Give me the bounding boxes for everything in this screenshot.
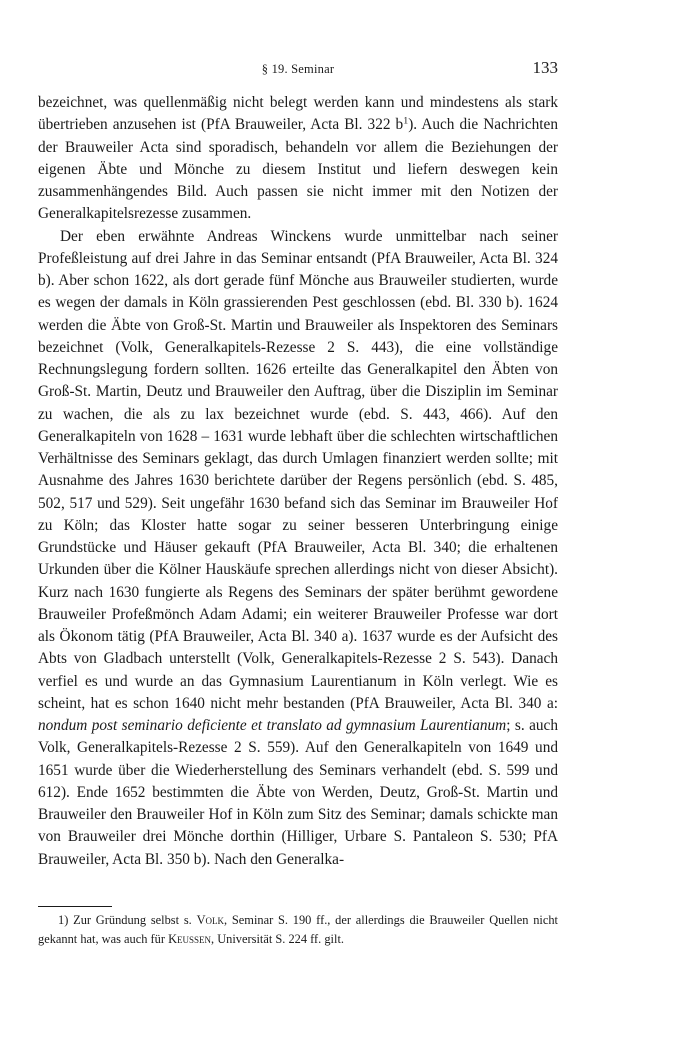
main-text <box>38 92 558 871</box>
author-name: Keussen <box>168 932 212 946</box>
footnote-reference: 1 <box>403 115 409 127</box>
text-run: bezeichnet, was quellenmäßig nicht belegt werden kann und mindestens als stark übertrieben anzusehen ist (PfA Brauweiler, Acta Bl. 322 b <box>38 94 558 134</box>
author-name: Volk <box>196 913 225 927</box>
footnote <box>38 911 558 949</box>
running-head <box>38 58 558 80</box>
footnote-marker: 1 <box>58 913 65 927</box>
paragraph <box>38 226 558 871</box>
text-run: ) Zur Gründung selbst s. <box>64 913 197 927</box>
text-run: Der eben erwähnte Andreas Winckens wurde unmittelbar nach seiner Profeßleistung auf drei Jahre in das Seminar entsandt (PfA Brauweiler, Acta Bl. 324 b). Aber schon 1622, als dort gerade fünf Mönche aus Brauweiler studierten, wurde es wegen der damals in Köln grassierenden Pest geschlossen (ebd. Bl. 330 b). 1624 werden die Äbte von Groß-St. Martin und Brauweiler als Inspektoren des Seminars bezeichnet (Volk, Generalkapitels-Rezesse 2 S. 443), die eine vollständige Rechnungslegung fordern sollten. 1626 erteilte das Generalkapitel den Äbten von Groß-St. Martin, Deutz und Brauweiler den Auftrag, über die Disziplin im Seminar zu wachen, die als zu lax bezeichnet wurde (ebd. S. 443, 466). Auf den Generalkapiteln von 1628 – 1631 wurde lebhaft über die schlechten wirtschaftlichen Verhältnisse des Seminars geklagt, das durch Umlagen finanziert werden sollte; mit Ausnahme des Jahres 1630 berichtete darüber der Regens persönlich (ebd. S. 485, 502, 517 und 529). Seit ungefähr 1630 befand sich das Seminar im Brauweiler Hof zu Köln; das Kloster hatte sogar zu seiner besseren Unterbringung einige Grundstücke und Häuser gekauft (PfA Brauweiler, Acta Bl. 340; die erhaltenen Urkunden über die Kölner Hauskäufe sprechen allerdings nicht von dieser Absicht). Kurz nach 1630 fungierte als Regens des Seminars der später berühmt gewordene Brauweiler Profeßmönch Adam Adami; ein weiterer Brauweiler Professe war dort als Ökonom tätig (PfA Brauweiler, Acta Bl. 340 a). 1637 wurde es der Aufsicht des Abts von Gladbach unterstellt (Volk, Generalkapitels-Rezesse 2 S. 543). Danach verfiel es und wurde an das Gymnasium Laurentianum in Köln verlegt. Wie es scheint, hat es schon 1640 nicht mehr bestanden (PfA Brauweiler, Acta Bl. 340 a: <box>38 227 558 712</box>
running-title: § 19. Seminar <box>261 62 335 76</box>
page-number: 133 <box>532 58 558 77</box>
paragraph <box>38 92 558 226</box>
latin-quotation: nondum post seminario deficiente et translato ad gymnasium Laurentianum <box>38 717 507 734</box>
text-run: , Universität S. 224 ff. gilt. <box>211 932 344 946</box>
text-run: ). Auch die Nachrichten der Brauweiler Acta sind sporadisch, behandeln vor allem die Beziehungen der eigenen Äbte und Mönche zu diesem Institut und liefern deswegen kein zusammenhängendes Bild. Auch passen sie nicht immer mit den Notizen der Generalkapitelsrezesse zusammen. <box>38 116 558 223</box>
text-run: ; s. auch Volk, Generalkapitels-Rezesse 2 S. 559). Auf den Generalkapiteln von 1649 und 1651 wurde über die Wiederherstellung des Seminars verhandelt (ebd. S. 599 und 612). Ende 1652 bestimmten die Äbte von Werden, Deutz, Groß-St. Martin und Brauweiler den Brauweiler Hof in Köln zum Sitz des Seminar; damals schickte man von Brauweiler drei Mönche dorthin (Hilliger, Urbare S. Pantaleon S. 530; PfA Brauweiler, Acta Bl. 350 b). Nach den Generalka- <box>38 717 558 868</box>
text-run: , Seminar S. 190 ff., der allerdings die Brauweiler Quellen nicht gekannt hat, was auch für <box>38 913 558 946</box>
footnote-separator <box>38 906 112 907</box>
